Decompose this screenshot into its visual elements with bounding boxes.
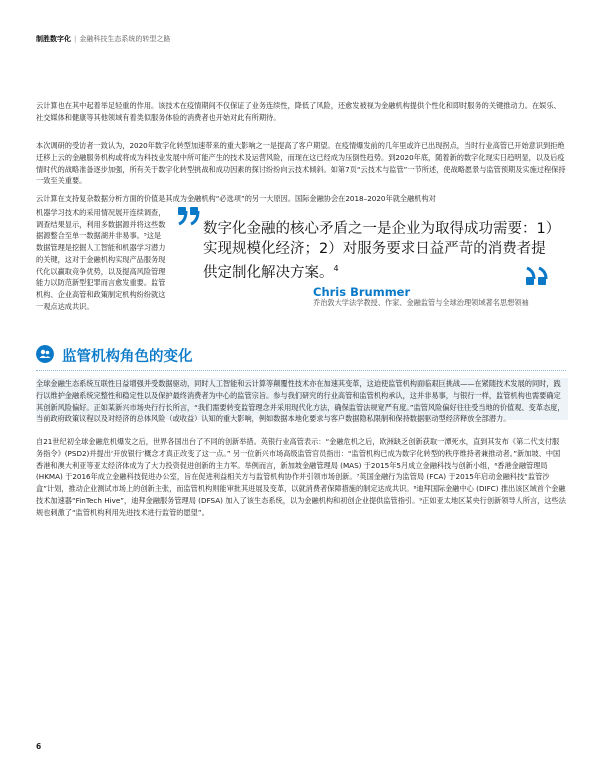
paragraph-customer-expectations: 本次调研的受访者一致认为，2020年数字化转型加速带来的重大影响之一是提高了客户期望。在疫情爆发前的几年里或许已出现拐点，当时行业高管已开始意识到拒绝迁移上云的金融服务机构或将成为科技业发展中所可能产生的技术及运营风险，而现在这已经成为压倒性趋势。到2020年底，随着新的数字化现实日趋明显，以及后疫情时代的战略准备逐步加强，所有关于数字化转型挑战和成功因素的探讨纷纷向云技术倾斜。如第7页“云技术与监管”一节所述，使战略愿景与监管预期及实施过程保持一致至关重要。	[36, 141, 566, 186]
quote-author-title: 乔治敦大学法学教授、作家、金融监管与全球治理领域著名思想领袖	[313, 298, 529, 307]
open-quote-icon	[176, 205, 200, 227]
paragraph-cloud-role: 云计算也在其中起着举足轻重的作用。该技术在疫情期间不仅保证了业务连续性，降低了风险，还愈发被视为金融机构提供个性化和即时服务的关键推动力。在娱乐、社交媒体和健康等其他领域有着类似服务体验的消费者也开始对此有所期待。	[36, 101, 561, 122]
page-number: 6	[36, 742, 42, 751]
close-quote-icon	[524, 265, 548, 287]
section-title: 监管机构角色的变化	[62, 349, 193, 365]
pull-quote-text: 数字化金融的核心矛盾之一是企业为取得成功需要：1）实现规模化经济；2）对服务要求日益严苛的消费者提供定制化解决方案。	[203, 221, 553, 281]
quote-author: Chris Brummer	[313, 285, 411, 299]
people-icon	[36, 345, 54, 363]
paragraph-regulator-challenge: 全球金融生态系统互联性日益增强并受数据驱动，同时人工智能和云计算等颠覆性技术亦在加速其变革，这迫使监管机构面临艰巨挑战——在紧随技术发展的同时，践行以维护金融系统完整性和稳定性以及保护最终消费者为中心的监管宗旨。参与我们研究的行业高管和监管机构承认，这并非易事，与银行一样，监管机构也需要确定其创新风险偏好。正如某新兴市场央行行长所言，“我们需要转变监管理念并采用现代化方法，确保监管法规宽严有度。”监管风险偏好往往受当地的价值观、变革态度，当前政府政策议程以及对经济的总体风险（或收益）认知的重大影响，例如数据本地化要求与客户数据隐私限制和保持数据驱动型经济释放全部潜力。	[36, 379, 565, 424]
header-brand: 制胜数字化	[36, 35, 71, 43]
paragraph-data-analytics-wrap: 机器学习技术的采用情况展开连续调查，调查结果显示，利用多数据源并将这些数据源整合至单一数据湖并非易事。⁵这是数据管理是挖掘人工智能和机器学习潜力的关键，这对于金融机构实现产品服务现代化以赢取竞争优势，以及提高风险管理能力以防范新型犯罪而言愈发重要。监管机构、企业高管和政策制定机构纷纷就这一观点达成共识。	[36, 208, 166, 311]
pull-quote-footnote: 4	[333, 264, 339, 273]
paragraph-data-analytics-lead: 云计算在支持复杂数据分析方面的价值是其成为金融机构“必选项”的另一大原因。国际金融协会在2018–2020年就全融机构对	[36, 194, 436, 203]
header-subtitle: 金融科技生态系统的转型之路	[79, 35, 171, 43]
header-separator: |	[74, 35, 77, 43]
paragraph-innovation-initiatives: 自21世纪初全球金融危机爆发之后，世界各国出台了不同的创新举措。英银行业高管表示：“金融危机之后，欧洲缺乏创新获取一潭死水，直到其发布《第二代支付服务指令》(PSD2)并提出‘开放银行’概念才真正改变了这一点。” 另一位新兴市场高级监管官员指出：“监管机构已成为数字化转型的秩序维持者兼推动者。”新加坡、中国香港和澳大利亚等亚太经济体成为了大力投资促进创新的主力军。举例而言，新加坡金融管理局 (MAS) 于2015年5月成立金融科技与创新小组，⁶香港金融管理局 (HKMA) 于2016年成立金融科技促进办公室，旨在促进利益相关方与监管机构协作并引领市场创新。⁷英国金融行为监管局 (FCA) 于2015年启动金融科技“监管沙盒”计划，推动企业测试市场上的创新主张，而监管机构则能审批其进展及变革，以就消费者保障措施的制定达成共识。⁸迪拜国际金融中心 (DIFC) 推出该区域首个金融技术加速器“FinTech Hive”，迪拜金融服务管理局 (DFSA) 加入了该生态系统，以为金融机构和初创企业提供监管指引。⁹正如亚太地区某央行创新领导人所言，这些法规也刺激了“监管机构利用先进技术进行监管的愿望”。	[36, 437, 566, 517]
running-header	[36, 34, 170, 44]
section-divider	[36, 370, 566, 371]
pull-quote	[203, 219, 558, 283]
